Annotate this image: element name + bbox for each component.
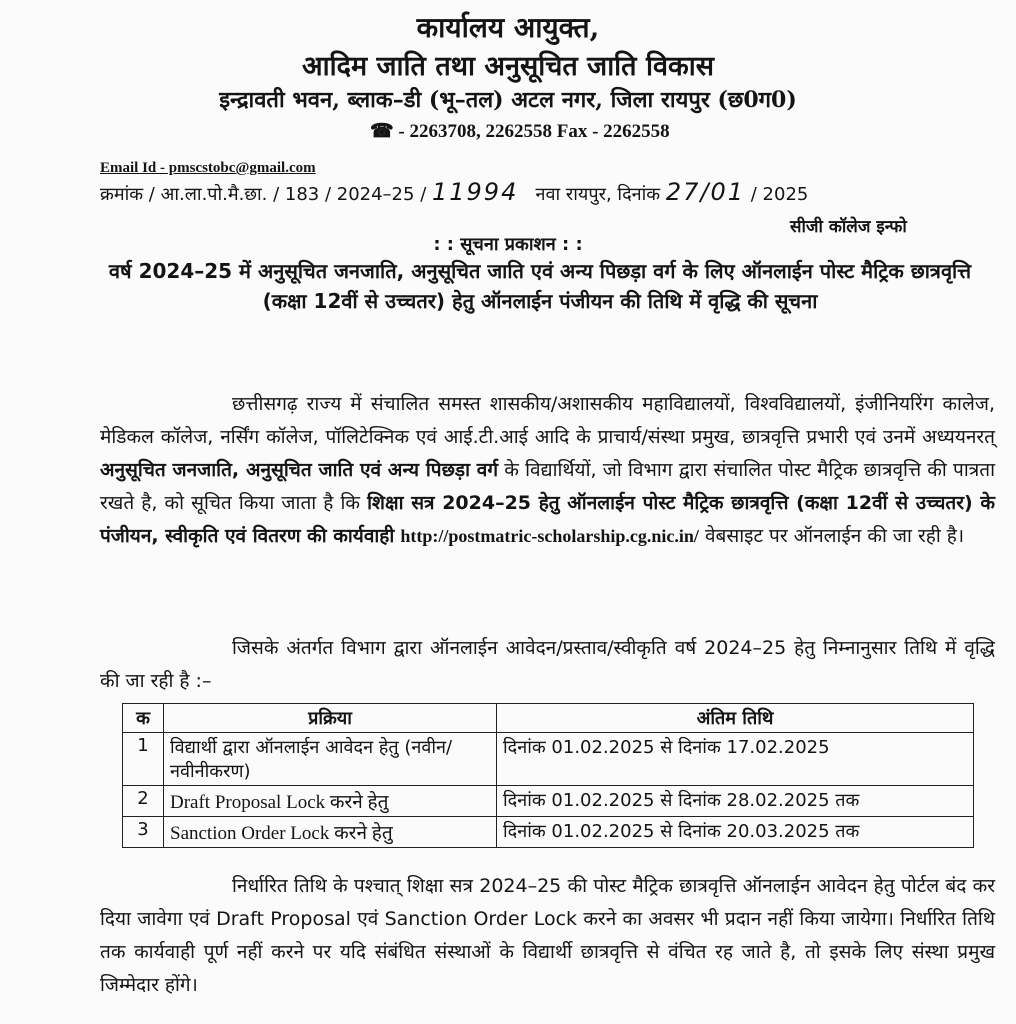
office-title: कार्यालय आयुक्त, (416, 11, 600, 44)
table-row (123, 817, 974, 848)
row-serial: 1 (123, 733, 164, 786)
paragraph-3: निर्धारित तिथि के पश्चात् शिक्षा सत्र 2024–25 की पोस्ट मैट्रिक छात्रवृत्ति ऑनलाईन आवेदन हेतु पोर्टल बंद कर दिया जावेगा एवं Draft Proposal एवं Sanction Order Lock करने का अवसर भी प्रदान नहीं किया जायेगा। निर्धारित तिथि तक कार्यवाही पूर्ण नहीं करने पर यदि संबंधित संस्थाओं के विद्यार्थी छात्रवृत्ति से वंचित रह जाते है, तो इसके लिए संस्था प्रमुख जिम्मेदार होंगे। (100, 875, 995, 996)
reference-line (100, 178, 808, 206)
row-process: विद्यार्थी द्वारा ऑनलाईन आवेदन हेतु (नवीन/ नवीनीकरण) (164, 733, 497, 786)
paragraph-1-bold-a: अनुसूचित जनजाति, अनुसूचित जाति एवं अन्य पिछड़ा वर्ग (100, 459, 499, 481)
paragraph-1-text-b: के विद्यार्थियों, जो विभाग द्वारा संचालित पोस्ट मैट्रिक छात्रवृत्ति की पात्रता रखते है, को सूचित किया जाता है कि (100, 459, 995, 514)
header-serial: क (123, 704, 164, 733)
row-serial: 3 (123, 817, 164, 848)
reference-number: क्रमांक / आ.ला.पो.मै.छा. / 183 / 2024–25 / (100, 184, 427, 205)
paragraph-1-text-c: वेबसाइट पर ऑनलाईन की जा रही है। (704, 525, 965, 547)
row-process: Sanction Order Lock करने हेतु (164, 817, 497, 848)
table-header-row (123, 704, 974, 733)
handwritten-number: 11994 (432, 178, 519, 206)
row-process: Draft Proposal Lock करने हेतु (164, 786, 497, 817)
email-id: Email Id - pmscstobc@gmail.com (100, 160, 316, 176)
phone-fax: ☎ - 2263708, 2262558 Fax - 2262558 (370, 121, 670, 142)
portal-url[interactable]: http://postmatric-scholarship.cg.nic.in/ (400, 526, 699, 546)
office-address: इन्द्रावती भवन, ब्लाक–डी (भू–तल) अटल नगर, जिला रायपुर (छ0ग0) (219, 87, 797, 113)
paragraph-2: जिसके अंतर्गत विभाग द्वारा ऑनलाईन आवेदन/प्रस्ताव/स्वीकृति वर्ष 2024–25 हेतु निम्नानुसार तिथि में वृद्धि की जा रही है :– (100, 637, 995, 692)
header-process: प्रक्रिया (164, 704, 497, 733)
row-date: दिनांक 01.02.2025 से दिनांक 17.02.2025 (497, 733, 974, 786)
row-date: दिनांक 01.02.2025 से दिनांक 28.02.2025 तक (497, 786, 974, 817)
paragraph-1-bold-b: शिक्षा सत्र 2024–25 हेतु ऑनलाईन पोस्ट मैट्रिक छात्रवृत्ति (कक्षा 12वीं से उच्चतर) के पंजीयन, स्वीकृति एवं वितरण की कार्यवाही (100, 492, 995, 547)
notice-subject: वर्ष 2024–25 में अनुसूचित जनजाति, अनुसूचित जाति एवं अन्य पिछड़ा वर्ग के लिए ऑनलाईन पोस्ट मैट्रिक छात्रवृत्ति (कक्षा 12वीं से उच्चतर) हेतु ऑनलाईन पंजीयन की तिथि में वृद्धि की सूचना (108, 259, 972, 313)
reference-year: / 2025 (750, 184, 809, 205)
row-serial: 2 (123, 786, 164, 817)
paragraph-1-text-a: छत्तीसगढ़ राज्य में संचालित समस्त शासकीय/अशासकीय महाविद्यालयों, विश्वविद्यालयों, इंजीनियरिंग कालेज, मेडिकल कॉलेज, नर्सिंग कॉलेज, पॉलिटेक्निक एवं आई.टी.आई आदि के प्राचार्य/संस्था प्रमुख, छात्रवृत्ति प्रभारी एवं उनमें अध्ययनरत् (100, 393, 995, 448)
schedule-table (122, 703, 974, 848)
table-row (123, 733, 974, 786)
department-title: आदिम जाति तथा अनुसूचित जाति विकास (302, 51, 714, 82)
source-tag: सीजी कॉलेज इन्फो (790, 217, 907, 237)
place-date-label: नवा रायपुर, दिनांक (535, 184, 661, 205)
notice-heading: : : सूचना प्रकाशन : : (433, 234, 583, 255)
table-row (123, 786, 974, 817)
paragraph-1 (100, 388, 995, 553)
handwritten-date: 27/01 (665, 178, 746, 206)
header-last-date: अंतिम तिथि (497, 704, 974, 733)
row-date: दिनांक 01.02.2025 से दिनांक 20.03.2025 तक (497, 817, 974, 848)
